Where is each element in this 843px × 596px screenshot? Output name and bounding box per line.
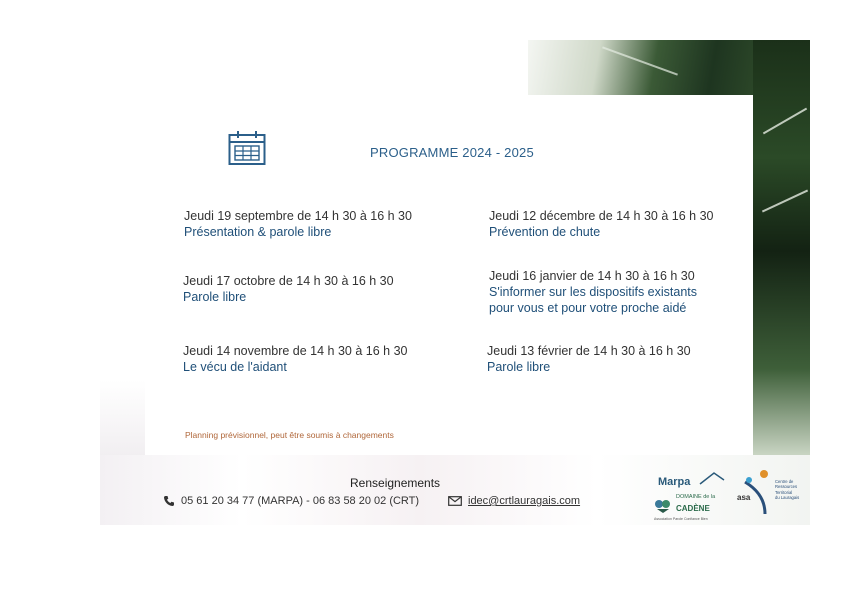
session-item [489, 268, 697, 316]
cadene-label: CADÈNE [676, 504, 710, 513]
marpa-logo [648, 468, 728, 523]
session-date: Jeudi 16 janvier de 14 h 30 à 16 h 30 [489, 269, 695, 283]
phone-contact [163, 495, 419, 507]
session-item [487, 343, 691, 375]
session-item [184, 208, 412, 240]
asa-crt-logo [735, 468, 810, 518]
crt-label: Centre de Ressources Territorial du Lauragais [775, 479, 800, 501]
session-topic: Le vécu de l'aidant [183, 360, 287, 374]
session-topic: Présentation & parole libre [184, 225, 332, 239]
session-topic: S'informer sur les dispositifs existants [489, 285, 698, 299]
email-contact[interactable] [448, 495, 580, 507]
marpa-logo-text: Marpa [658, 476, 691, 488]
email-link[interactable]: idec@crtlauragais.com [468, 495, 581, 507]
session-date: Jeudi 17 octobre de 14 h 30 à 16 h 30 [183, 274, 394, 288]
asa-label: asa [737, 493, 751, 502]
roof-icon [698, 470, 726, 488]
contact-title: Renseignements [350, 476, 441, 490]
domaine-label: DOMAINE de la [676, 494, 716, 500]
session-date: Jeudi 13 février de 14 h 30 à 16 h 30 [487, 344, 691, 358]
session-date: Jeudi 12 décembre de 14 h 30 à 16 h 30 [489, 209, 714, 223]
session-topic: Parole libre [487, 360, 551, 374]
cadene-mark-icon [654, 498, 672, 514]
phone-icon [163, 495, 175, 507]
calendar-icon [228, 130, 266, 166]
session-topic: Prévention de chute [489, 225, 601, 239]
phone-number: 05 61 20 34 77 (MARPA) - 06 83 58 20 02 (CRT) [181, 495, 420, 507]
programme-title: PROGRAMME 2024 - 2025 [370, 145, 534, 160]
marpa-subtitle: Association Parole Confiance Bien [654, 517, 708, 521]
session-item [183, 273, 394, 305]
envelope-icon [448, 496, 462, 506]
session-date: Jeudi 14 novembre de 14 h 30 à 16 h 30 [183, 344, 408, 358]
session-date: Jeudi 19 septembre de 14 h 30 à 16 h 30 [184, 209, 412, 223]
session-item [489, 208, 713, 240]
planning-note: Planning prévisionnel, peut être soumis à changements [185, 430, 394, 440]
session-item [183, 343, 407, 375]
session-topic: Parole libre [183, 290, 247, 304]
session-topic: pour vous et pour votre proche aidé [489, 301, 687, 315]
